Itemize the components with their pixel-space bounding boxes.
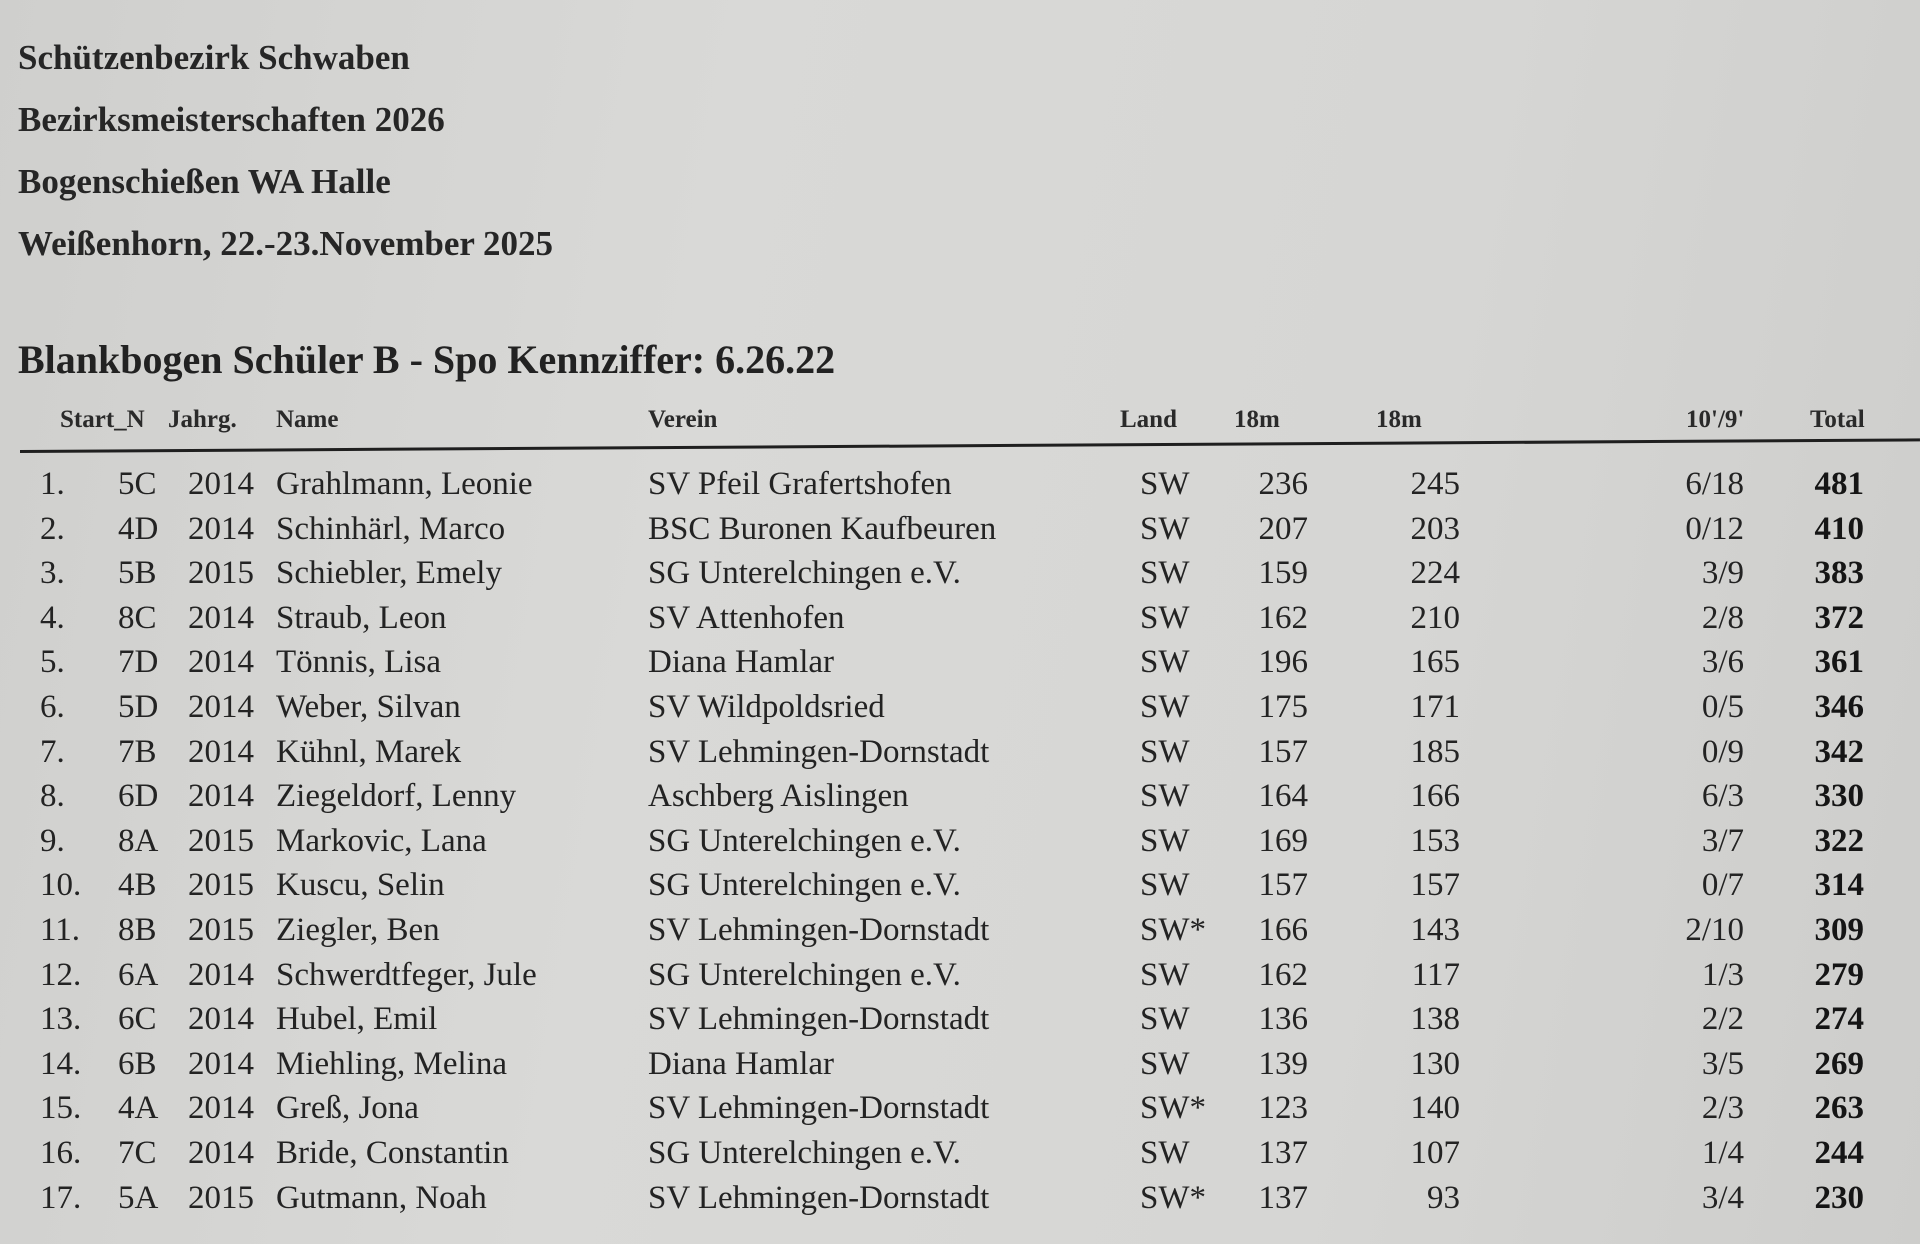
- birth-year-cell: 2014: [188, 689, 254, 725]
- club-cell: Diana Hamlar: [648, 1045, 834, 1082]
- score-distance-1-cell: 157: [1258, 733, 1308, 770]
- score-distance-1-cell: 164: [1258, 778, 1308, 815]
- score-distance-2-cell: 140: [1410, 1090, 1460, 1127]
- total-score-cell: 383: [1814, 555, 1864, 592]
- start-number-cell: 8C: [118, 599, 157, 636]
- birth-year-cell: 2014: [188, 644, 254, 681]
- athlete-name-cell: Tönnis, Lisa: [276, 644, 441, 681]
- rank-cell: 3.: [40, 555, 65, 592]
- rank-cell: 15.: [40, 1090, 82, 1127]
- column-header-club: Verein: [648, 406, 718, 433]
- athlete-name-cell: Hubel, Emil: [276, 1001, 438, 1038]
- total-score-cell: 309: [1814, 912, 1864, 948]
- table-row: [0, 1042, 1920, 1086]
- region-cell: SW*: [1140, 912, 1206, 948]
- column-header-distance-2: 18m: [1376, 406, 1422, 433]
- venue-date: Weißenhorn, 22.-23.November 2025: [18, 224, 554, 263]
- table-row: [0, 462, 1920, 506]
- rank-cell: 13.: [40, 1001, 82, 1038]
- score-distance-2-cell: 245: [1410, 466, 1460, 502]
- region-cell: SW: [1140, 466, 1190, 502]
- athlete-name-cell: Straub, Leon: [276, 599, 447, 636]
- score-distance-1-cell: 169: [1258, 822, 1308, 859]
- score-distance-1-cell: 123: [1258, 1090, 1308, 1127]
- column-header-year: Jahrg.: [168, 406, 237, 433]
- birth-year-cell: 2015: [188, 1179, 254, 1216]
- club-cell: Diana Hamlar: [648, 644, 834, 681]
- tens-nines-cell: 3/9: [1701, 555, 1744, 592]
- tens-nines-cell: 6/3: [1701, 778, 1744, 815]
- athlete-name-cell: Weber, Silvan: [276, 689, 461, 725]
- column-header-tens-nines: 10'/9': [1686, 406, 1745, 433]
- table-row: [0, 774, 1920, 818]
- score-distance-2-cell: 171: [1410, 689, 1460, 725]
- rank-cell: 14.: [40, 1045, 82, 1082]
- score-distance-1-cell: 175: [1258, 689, 1308, 725]
- column-header-name: Name: [276, 406, 339, 433]
- athlete-name-cell: Markovic, Lana: [276, 822, 487, 859]
- score-distance-2-cell: 224: [1410, 555, 1460, 592]
- table-row: [0, 1086, 1920, 1130]
- start-number-cell: 7B: [118, 733, 157, 770]
- score-distance-1-cell: 207: [1258, 510, 1308, 547]
- table-row: [0, 640, 1920, 684]
- rank-cell: 12.: [40, 956, 82, 993]
- score-distance-1-cell: 162: [1258, 956, 1308, 993]
- score-distance-2-cell: 138: [1410, 1001, 1460, 1038]
- club-cell: SG Unterelchingen e.V.: [648, 956, 961, 993]
- rank-cell: 1.: [40, 466, 65, 502]
- region-cell: SW: [1140, 555, 1190, 592]
- rank-cell: 17.: [40, 1179, 82, 1216]
- club-cell: SV Lehmingen-Dornstadt: [648, 1179, 990, 1216]
- score-distance-1-cell: 137: [1258, 1135, 1308, 1171]
- birth-year-cell: 2014: [188, 1135, 254, 1171]
- athlete-name-cell: Schiebler, Emely: [276, 555, 502, 592]
- score-distance-1-cell: 166: [1258, 912, 1308, 948]
- total-score-cell: 269: [1814, 1045, 1864, 1082]
- tens-nines-cell: 2/2: [1701, 1001, 1744, 1038]
- start-number-cell: 5C: [118, 466, 157, 502]
- region-cell: SW: [1140, 778, 1190, 815]
- total-score-cell: 274: [1814, 1001, 1864, 1038]
- club-cell: SV Wildpoldsried: [648, 689, 885, 725]
- start-number-cell: 4B: [118, 867, 157, 904]
- column-header-total: Total: [1810, 406, 1865, 433]
- tens-nines-cell: 0/5: [1701, 689, 1744, 725]
- score-distance-2-cell: 117: [1411, 956, 1460, 993]
- table-row: [0, 685, 1920, 729]
- start-number-cell: 8A: [118, 822, 159, 859]
- total-score-cell: 372: [1814, 599, 1864, 636]
- total-score-cell: 346: [1814, 689, 1864, 725]
- region-cell: SW: [1140, 644, 1190, 681]
- total-score-cell: 410: [1814, 510, 1864, 547]
- tens-nines-cell: 2/10: [1685, 912, 1744, 948]
- athlete-name-cell: Schinhärl, Marco: [276, 510, 506, 547]
- birth-year-cell: 2014: [188, 466, 254, 502]
- club-cell: BSC Buronen Kaufbeuren: [648, 510, 997, 547]
- region-cell: SW: [1140, 1045, 1190, 1082]
- score-distance-2-cell: 210: [1410, 599, 1460, 636]
- score-distance-2-cell: 185: [1410, 733, 1460, 770]
- total-score-cell: 481: [1814, 466, 1864, 502]
- birth-year-cell: 2014: [188, 1045, 254, 1082]
- start-number-cell: 5B: [118, 555, 157, 592]
- birth-year-cell: 2014: [188, 599, 254, 636]
- score-distance-2-cell: 153: [1410, 822, 1460, 859]
- table-row: [0, 730, 1920, 774]
- region-cell: SW: [1140, 510, 1190, 547]
- score-distance-1-cell: 196: [1258, 644, 1308, 681]
- club-cell: SG Unterelchingen e.V.: [648, 555, 961, 592]
- score-distance-2-cell: 157: [1410, 867, 1460, 904]
- score-distance-2-cell: 130: [1410, 1045, 1460, 1082]
- table-row: [0, 997, 1920, 1041]
- table-row: [0, 1176, 1920, 1220]
- club-cell: SV Lehmingen-Dornstadt: [648, 1001, 990, 1038]
- birth-year-cell: 2014: [188, 1090, 254, 1127]
- total-score-cell: 342: [1814, 733, 1864, 770]
- table-row: [0, 953, 1920, 997]
- club-cell: SG Unterelchingen e.V.: [648, 1135, 961, 1171]
- athlete-name-cell: Kuscu, Selin: [276, 867, 445, 904]
- rank-cell: 2.: [40, 510, 65, 547]
- club-cell: SV Lehmingen-Dornstadt: [648, 1090, 990, 1127]
- athlete-name-cell: Gutmann, Noah: [276, 1179, 487, 1216]
- tens-nines-cell: 1/4: [1701, 1135, 1744, 1171]
- column-header-land: Land: [1120, 406, 1177, 433]
- category-title: Blankbogen Schüler B - Spo Kennziffer: 6.26.22: [18, 337, 836, 382]
- club-cell: SV Attenhofen: [648, 599, 845, 636]
- total-score-cell: 330: [1814, 778, 1864, 815]
- tens-nines-cell: 3/5: [1701, 1045, 1744, 1082]
- rank-cell: 16.: [40, 1135, 82, 1171]
- region-cell: SW*: [1140, 1090, 1206, 1127]
- table-row: [0, 507, 1920, 551]
- start-number-cell: 4D: [118, 510, 159, 547]
- start-number-cell: 7C: [118, 1135, 157, 1171]
- table-row: [0, 1131, 1920, 1175]
- column-header-start: Start_N: [60, 406, 145, 433]
- score-distance-1-cell: 157: [1258, 867, 1308, 904]
- region-cell: SW: [1140, 1001, 1190, 1038]
- rank-cell: 7.: [40, 733, 65, 770]
- athlete-name-cell: Schwerdtfeger, Jule: [276, 956, 537, 993]
- total-score-cell: 263: [1814, 1090, 1864, 1127]
- score-distance-1-cell: 139: [1258, 1045, 1308, 1082]
- rank-cell: 11.: [40, 912, 81, 948]
- region-cell: SW*: [1140, 1179, 1206, 1216]
- rank-cell: 4.: [40, 599, 65, 636]
- region-cell: SW: [1140, 689, 1190, 725]
- tens-nines-cell: 0/7: [1701, 867, 1744, 904]
- birth-year-cell: 2014: [188, 956, 254, 993]
- tens-nines-cell: 3/4: [1701, 1179, 1744, 1216]
- athlete-name-cell: Miehling, Melina: [276, 1045, 507, 1082]
- score-distance-1-cell: 162: [1258, 599, 1308, 636]
- total-score-cell: 314: [1814, 867, 1864, 904]
- total-score-cell: 361: [1814, 644, 1864, 681]
- tens-nines-cell: 3/7: [1701, 822, 1744, 859]
- athlete-name-cell: Ziegeldorf, Lenny: [276, 778, 517, 815]
- rank-cell: 10.: [40, 867, 82, 904]
- club-cell: SG Unterelchingen e.V.: [648, 822, 961, 859]
- tens-nines-cell: 6/18: [1685, 466, 1744, 502]
- score-distance-2-cell: 166: [1410, 778, 1460, 815]
- birth-year-cell: 2015: [188, 822, 254, 859]
- athlete-name-cell: Ziegler, Ben: [276, 912, 440, 948]
- region-cell: SW: [1140, 956, 1190, 993]
- birth-year-cell: 2014: [188, 510, 254, 547]
- score-distance-2-cell: 143: [1410, 912, 1460, 948]
- rank-cell: 8.: [40, 778, 65, 815]
- birth-year-cell: 2014: [188, 733, 254, 770]
- table-row: [0, 819, 1920, 863]
- club-cell: SV Lehmingen-Dornstadt: [648, 912, 990, 948]
- birth-year-cell: 2015: [188, 555, 254, 592]
- total-score-cell: 244: [1814, 1135, 1864, 1171]
- district-title: Schützenbezirk Schwaben: [18, 38, 410, 77]
- table-row: [0, 551, 1920, 595]
- start-number-cell: 4A: [118, 1090, 159, 1127]
- score-distance-2-cell: 203: [1410, 510, 1460, 547]
- athlete-name-cell: Greß, Jona: [276, 1090, 419, 1127]
- table-row: [0, 863, 1920, 907]
- start-number-cell: 5A: [118, 1179, 159, 1216]
- start-number-cell: 8B: [118, 912, 157, 948]
- column-header-distance-1: 18m: [1234, 406, 1280, 433]
- score-distance-1-cell: 136: [1258, 1001, 1308, 1038]
- club-cell: SV Lehmingen-Dornstadt: [648, 733, 990, 770]
- score-distance-1-cell: 159: [1258, 555, 1308, 592]
- club-cell: SV Pfeil Grafertshofen: [648, 466, 952, 502]
- tens-nines-cell: 2/3: [1701, 1090, 1744, 1127]
- start-number-cell: 5D: [118, 689, 159, 725]
- total-score-cell: 230: [1814, 1179, 1864, 1216]
- score-distance-1-cell: 236: [1258, 466, 1308, 502]
- birth-year-cell: 2015: [188, 867, 254, 904]
- tens-nines-cell: 0/9: [1701, 733, 1744, 770]
- championship-title: Bezirksmeisterschaften 2026: [18, 100, 445, 139]
- start-number-cell: 6C: [118, 1001, 157, 1038]
- region-cell: SW: [1140, 1135, 1190, 1171]
- rank-cell: 5.: [40, 644, 65, 681]
- start-number-cell: 6B: [118, 1045, 157, 1082]
- birth-year-cell: 2014: [188, 1001, 254, 1038]
- rank-cell: 6.: [40, 689, 65, 725]
- athlete-name-cell: Bride, Constantin: [276, 1135, 509, 1171]
- athlete-name-cell: Grahlmann, Leonie: [276, 466, 533, 502]
- athlete-name-cell: Kühnl, Marek: [276, 733, 462, 770]
- birth-year-cell: 2015: [188, 912, 254, 948]
- score-distance-1-cell: 137: [1258, 1179, 1308, 1216]
- region-cell: SW: [1140, 599, 1190, 636]
- tens-nines-cell: 0/12: [1685, 510, 1744, 547]
- region-cell: SW: [1140, 867, 1190, 904]
- tens-nines-cell: 3/6: [1701, 644, 1744, 681]
- start-number-cell: 6A: [118, 956, 159, 993]
- tens-nines-cell: 1/3: [1701, 956, 1744, 993]
- total-score-cell: 279: [1814, 956, 1864, 993]
- region-cell: SW: [1140, 733, 1190, 770]
- start-number-cell: 7D: [118, 644, 159, 681]
- birth-year-cell: 2014: [188, 778, 254, 815]
- header-rule: [20, 438, 1920, 453]
- start-number-cell: 6D: [118, 778, 159, 815]
- rank-cell: 9.: [40, 822, 65, 859]
- discipline-title: Bogenschießen WA Halle: [18, 162, 391, 201]
- region-cell: SW: [1140, 822, 1190, 859]
- table-row: [0, 908, 1920, 952]
- score-distance-2-cell: 165: [1410, 644, 1460, 681]
- tens-nines-cell: 2/8: [1701, 599, 1744, 636]
- score-distance-2-cell: 93: [1427, 1179, 1460, 1216]
- total-score-cell: 322: [1814, 822, 1864, 859]
- club-cell: Aschberg Aislingen: [648, 778, 909, 815]
- table-row: [0, 596, 1920, 640]
- score-distance-2-cell: 107: [1410, 1135, 1460, 1171]
- club-cell: SG Unterelchingen e.V.: [648, 867, 961, 904]
